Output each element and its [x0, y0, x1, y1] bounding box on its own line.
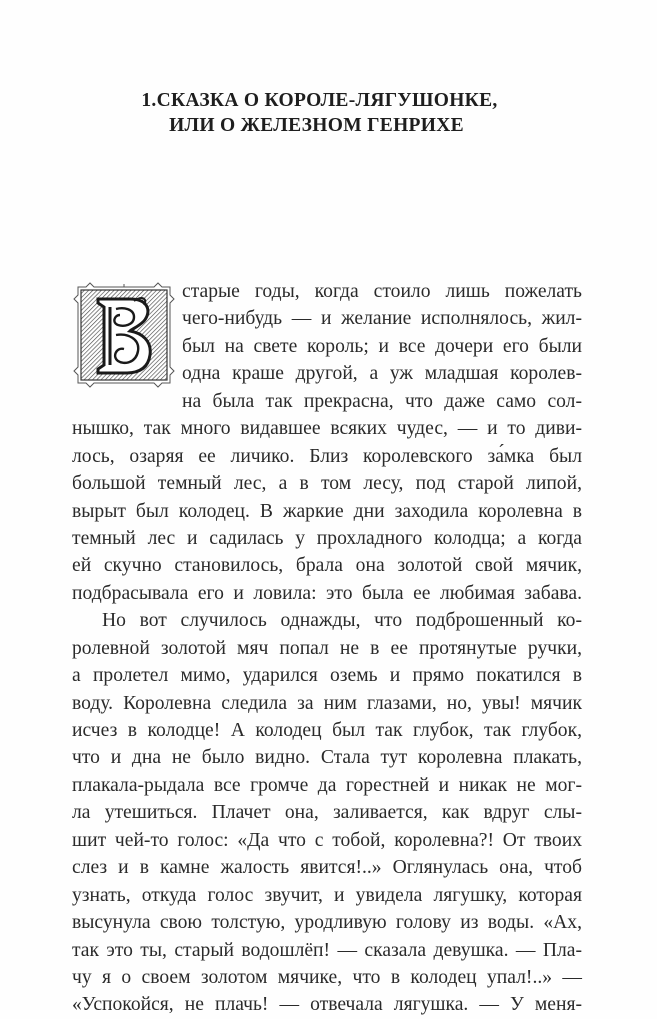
- text-line: чу я о своем золотом мячике, что в колодец упал!..» —: [72, 966, 582, 988]
- text-line: так это ты, старый водошлёп! — сказала девушка. — Пла-: [72, 939, 582, 961]
- text-line: ролевной золотой мяч попал не в ее протянутые ручки,: [72, 637, 582, 659]
- text-line: ей скучно становилось, брала она золотой свой мячик,: [72, 555, 582, 577]
- paragraph-2: [72, 607, 582, 1019]
- text-line: а пролетел мимо, ударился оземь и прямо покатился в: [72, 665, 582, 687]
- text-line: шит чей-то голос: «Да что с тобой, королевна?! От твоих: [72, 829, 582, 851]
- text-line: подбрасывала его и ловила: это была ее любимая забава.: [72, 582, 582, 604]
- text-line: плакала-рыдала все громче да горестней и никак не мог-: [72, 774, 582, 796]
- text-line: Но вот случилось однажды, что подброшенный ко-: [102, 610, 582, 632]
- chapter-title: [0, 88, 657, 138]
- story-text: [72, 278, 582, 1019]
- text-line: был на свете король; и все дочери его были: [182, 335, 582, 357]
- text-line: темный лес и садилась у прохладного колодца; а когда: [72, 527, 582, 549]
- text-line: воду. Королевна следила за ним глазами, но, увы! мячик: [72, 692, 582, 714]
- text-line: одна краше другой, а уж младшая королев-: [182, 363, 582, 385]
- text-line: вырыт был колодец. В жаркие дни заходила королевна в: [72, 500, 582, 522]
- text-line: слез и в камне жалость явится!..» Оглянулась она, чтоб: [72, 857, 582, 879]
- paragraph-1: [72, 278, 582, 607]
- text-line: «Успокойся, не плачь! — отвечала лягушка. — У меня-: [72, 994, 582, 1016]
- chapter-title-line-1: 1.СКАЗКА О КОРОЛЕ-ЛЯГУШОНКЕ,: [141, 90, 498, 111]
- text-line: высунула свою толстую, уродливую голову из воды. «Ах,: [72, 912, 582, 934]
- chapter-title-line-2: ИЛИ О ЖЕЛЕЗНОМ ГЕНРИХЕ: [169, 115, 464, 136]
- text-line: лось, озаряя ее личико. Близ королевского за́мка был: [72, 445, 582, 467]
- text-line: что и дна не было видно. Стала тут королевна плакать,: [72, 747, 582, 769]
- text-line: чего-нибудь — и желание исполнялось, жил-: [182, 308, 582, 330]
- text-line: большой темный лес, а в том лесу, под старой липой,: [72, 473, 582, 495]
- text-line: исчез в колодце! А колодец был так глубок, так глубок,: [72, 720, 582, 741]
- text-line: старые годы, когда стоило лишь пожелать: [182, 281, 582, 302]
- text-line: нышко, так много видавшее всяких чудес, — и то диви-: [72, 418, 582, 440]
- text-line: ла утешиться. Плачет она, заливается, как вдруг слы-: [72, 802, 582, 824]
- text-line: на была так прекрасна, что даже само сол-: [182, 390, 582, 412]
- text-line: узнать, откуда голос звучит, и увидела лягушку, которая: [72, 884, 582, 906]
